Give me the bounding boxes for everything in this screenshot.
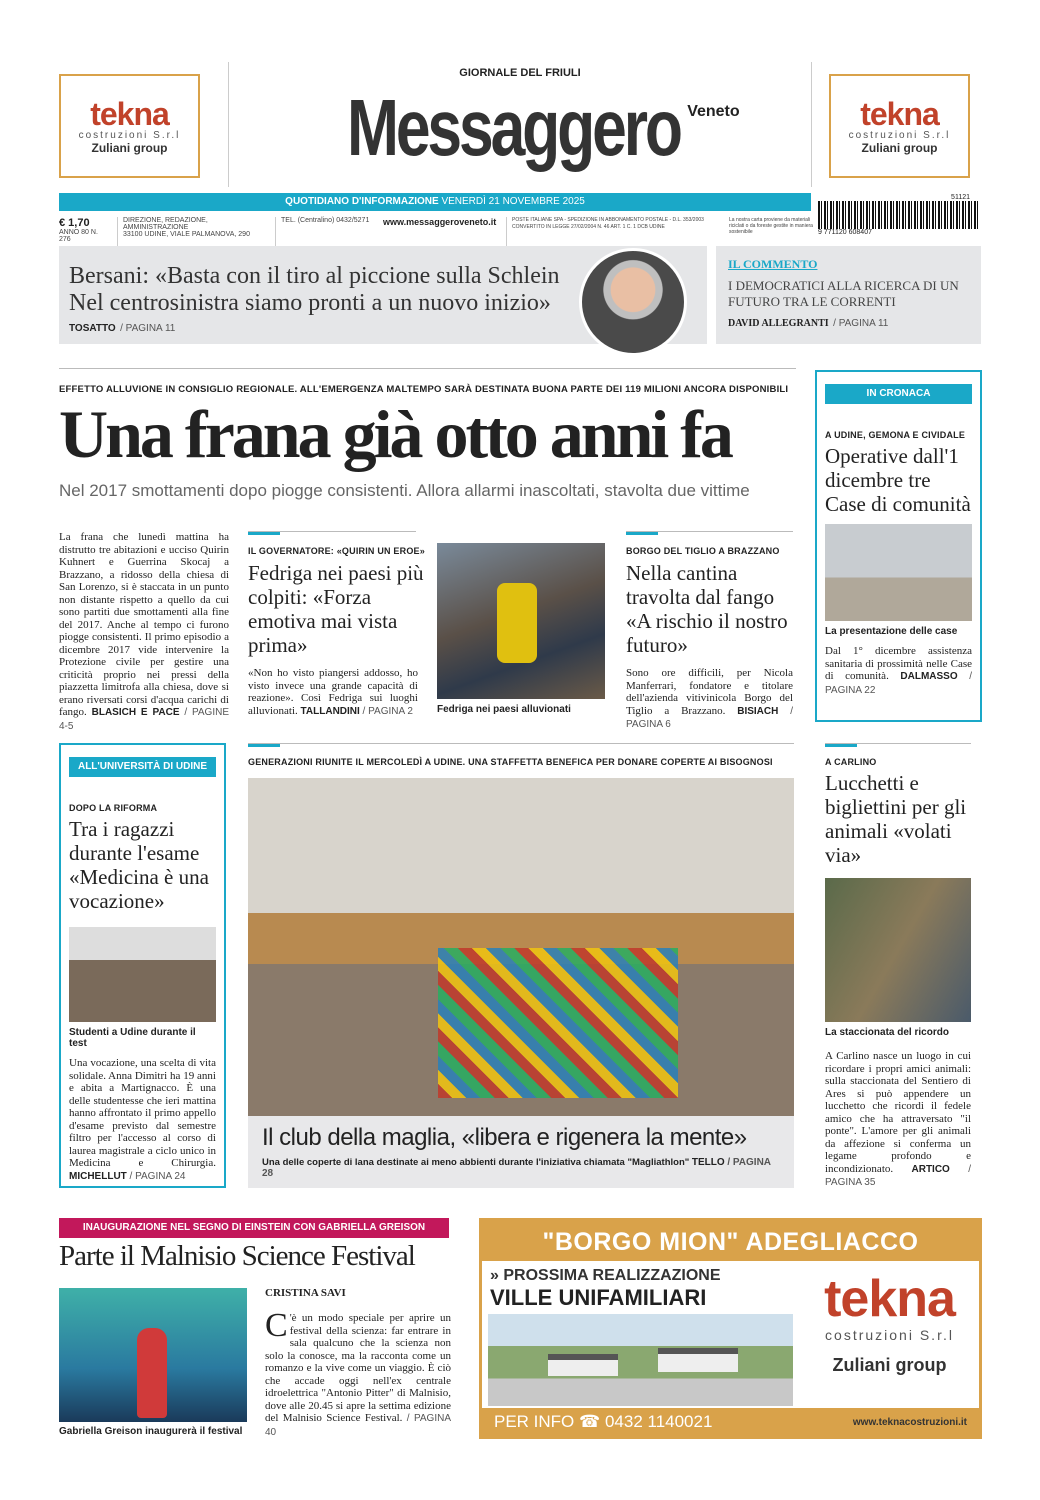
- masthead-title: Messaggero: [347, 83, 681, 172]
- info-row: [59, 217, 819, 247]
- ad-web[interactable]: www.teknacostruzioni.it: [852, 1416, 967, 1428]
- science-bar: INAUGURAZIONE NEL SEGNO DI EINSTEIN CON GABRIELLA GREISON: [59, 1218, 449, 1238]
- tekna-logo: tekna: [90, 95, 169, 132]
- page-ref: / PAGINA 11: [120, 323, 176, 334]
- maglia-photo: [248, 778, 794, 1116]
- cronaca-body: [825, 645, 972, 697]
- masthead: [229, 83, 811, 173]
- ad-sub: costruzioni S.r.l: [78, 129, 181, 141]
- universita-body-text: Una vocazione, una scelta di vita solidale. Anna Dimitri ha 19 anni e abita a Martignacco. È una delle studentesse che ieri mattina hanno affrontato il primo appello d'esame previsto dal semestre filtro per l'accesso al corso di laurea magistrale a ciclo unico in Medicina e Chirurgia.: [69, 1057, 216, 1169]
- dropcap: C: [265, 1307, 288, 1344]
- paper-note: La nostra carta proviene da materiali riciclati o da foreste gestite in maniera sostenibile: [729, 217, 813, 235]
- universita-title: Tra i ragazzi durante l'esame «Medicina è una vocazione»: [69, 817, 209, 913]
- office-2: 33100 UDINE, VIALE PALMANOVA, 290: [123, 231, 250, 238]
- tel: TEL. (Centralino) 0432/5271: [275, 217, 375, 247]
- rule-line: [825, 743, 971, 744]
- science-body: [265, 1307, 451, 1439]
- ad-phone[interactable]: 0432 1140021: [604, 1412, 713, 1431]
- main-kicker: EFFETTO ALLUVIONE IN CONSIGLIO REGIONALE. ALL'EMERGENZA MALTEMPO SARÀ DESTINATA BUONA PARTE DEI 119 MILIONI ANCORA DISPONIBILI: [59, 384, 789, 395]
- ad-render: [488, 1314, 793, 1406]
- bersani-box[interactable]: [59, 246, 707, 344]
- cantina-title[interactable]: Nella cantina travolta dal fango «A rischio il nostro futuro»: [626, 561, 788, 657]
- cronaca-kicker: A UDINE, GEMONA E CIVIDALE: [825, 430, 966, 440]
- bar-text: QUOTIDIANO D'INFORMAZIONE: [285, 196, 439, 207]
- author: DALMASSO: [900, 671, 958, 682]
- page-ref: / PAGINA 40: [265, 1413, 451, 1438]
- bottom-ad[interactable]: [479, 1218, 982, 1439]
- cantina-body: [626, 667, 793, 732]
- author: TALLANDINI: [300, 705, 360, 717]
- tekna-logo: tekna: [824, 1270, 955, 1328]
- barcode-bars: [818, 201, 980, 229]
- page-ref: / PAGINA 28: [262, 1157, 771, 1179]
- house-shape: [548, 1354, 618, 1376]
- maglia-caption: [262, 1157, 780, 1179]
- ad-title: "BORGO MION" ADEGLIACCO: [482, 1221, 979, 1261]
- science-body-text: 'è un modo speciale per aprire un festival della scienza: far entrare in sala qualcuno che la scienza non solo la conosce, ma la racconta come un romanzo e la vive come un viaggio. È ciò che accade oggi nell'ex centrale idroelettrica "Antonio Pitter" di Malnisio, dove alle 20.45 si apre la settima edizione del Malnisio Science Festival.: [265, 1312, 451, 1424]
- carlino-caption: La staccionata del ricordo: [825, 1027, 949, 1038]
- author: TOSATTO: [69, 323, 116, 334]
- ad-line1: » PROSSIMA REALIZZAZIONE: [490, 1267, 721, 1284]
- page-ref: / PAGINE 4-5: [59, 707, 230, 732]
- carlino-photo: [825, 878, 971, 1022]
- author: ARTICO: [911, 1163, 950, 1175]
- ad-group: Zuliani group: [91, 140, 168, 155]
- ad-info: PER INFO: [494, 1412, 575, 1431]
- main-divider: [59, 368, 796, 369]
- main-body: [59, 531, 229, 733]
- carlino-kicker: A CARLINO: [825, 757, 877, 767]
- postal-info: POSTE ITALIANE SPA - SPEDIZIONE IN ABBONAMENTO POSTALE - D.L. 353/2003 CONVERTITO IN LEGGE 27/02/2004 N. 46 ART. 1 C. 1 DCB UDINE: [506, 217, 721, 247]
- cantina-body-text: Sono ore difficili, per Nicola Manferrari, fondatore e titolare dell'azienda vitivinicola Borgo del Tiglio a Brazzano.: [626, 667, 793, 717]
- issue: ANNO 80 N. 276: [59, 229, 98, 243]
- commento-text: I DEMOCRATICI ALLA RICERCA DI UN FUTURO TRA LE CORRENTI: [728, 278, 959, 309]
- bersani-title: Bersani: «Basta con il tiro al piccione sulla Schlein Nel centrosinistra siamo pronti a un nuovo inizio»: [69, 263, 560, 316]
- universita-label: ALL'UNIVERSITÀ DI UDINE: [69, 757, 216, 777]
- price: € 1,70: [59, 217, 90, 229]
- ad-line2: VILLE UNIFAMILIARI: [490, 1285, 707, 1310]
- barcode-number: 9 771120 608407: [818, 229, 872, 236]
- universita-caption: Studenti a Udine durante il test: [69, 1027, 196, 1049]
- ad-sub: costruzioni S.r.l: [825, 1327, 954, 1343]
- page-ref: / PAGINA 35: [825, 1163, 971, 1188]
- rule-line: [248, 743, 794, 744]
- author: MICHELLUT: [69, 1170, 127, 1182]
- rule-line: [626, 531, 793, 532]
- website[interactable]: www.messaggeroveneto.it: [383, 217, 497, 227]
- fedriga-title[interactable]: Fedriga nei paesi più colpiti: «Forza emotiva mai vista prima»: [248, 561, 424, 657]
- universita-photo: [69, 927, 216, 1022]
- fedriga-body: [248, 667, 418, 718]
- author: BLASICH E PACE: [91, 707, 180, 718]
- top-right-ad[interactable]: [829, 74, 970, 178]
- page-ref: / PAGINA 6: [626, 705, 793, 730]
- cronaca-body-text: Dal 1° dicembre assistenza sanitaria di prossimità nelle Case di comunità.: [825, 645, 972, 682]
- maglia-title: Il club della maglia, «libera e rigenera la mente»: [262, 1124, 747, 1151]
- author: DAVID ALLEGRANTI: [728, 318, 829, 329]
- photo-figure: [137, 1328, 167, 1418]
- fedriga-kicker: IL GOVERNATORE: «QUIRIN UN EROE»: [248, 546, 425, 556]
- cronaca-caption: La presentazione delle case: [825, 626, 958, 637]
- ad-sub: costruzioni S.r.l: [848, 129, 951, 141]
- main-headline[interactable]: Una frana già otto anni fa: [59, 396, 731, 472]
- ad-group: Zuliani group: [832, 1355, 947, 1375]
- info-bar: [59, 193, 811, 211]
- page-ref: / PAGINA 24: [129, 1170, 186, 1182]
- house-shape: [658, 1348, 738, 1372]
- barcode: [818, 194, 980, 238]
- rule-line: [248, 531, 416, 532]
- tekna-logo: tekna: [860, 95, 939, 132]
- masthead-area: [228, 62, 812, 187]
- cronaca-title: Operative dall'1 dicembre tre Case di comunità: [825, 444, 971, 516]
- fedriga-photo: [437, 543, 605, 699]
- office-1: DIREZIONE, REDAZIONE, AMMINISTRAZIONE: [123, 217, 208, 231]
- page-ref: / PAGINA 11: [833, 318, 889, 329]
- carlino-body: [825, 1050, 971, 1190]
- universita-body: [69, 1057, 216, 1183]
- main-subheadline: Nel 2017 smottamenti dopo piogge consistenti. Allora allarmi inascoltati, stavolta due vittime: [59, 481, 750, 500]
- maglia-box[interactable]: [248, 778, 794, 1188]
- main-body-text: La frana che lunedì mattina ha distrutto tre abitazioni e ucciso Quirin Kuhnert e Guerrina Skocaj a Brazzano, a ridosso della chiesa di San Lorenzo, si è staccata in un punto non distante rispetto a quello da cui sono partiti due smottamenti alla fine del 2017. Anche al tempo ci furono piogge consistenti. Il primo episodio a dicembre 2017 vide intervenire la Protezione civile per gestire una criticità proprio nei pressi della piazzetta limitrofa alla chiesa, dove si erano riversati corsi d'acqua carichi di fango.: [59, 531, 229, 718]
- cronaca-photo: [825, 524, 972, 621]
- cronaca-box[interactable]: [815, 370, 982, 722]
- masthead-sub: Veneto: [687, 103, 740, 120]
- top-label: GIORNALE DEL FRIULI: [459, 67, 581, 79]
- carlino-title[interactable]: Lucchetti e bigliettini per gli animali «volati via»: [825, 771, 967, 867]
- blanket-shape: [438, 948, 678, 1098]
- fedriga-caption: Fedriga nei paesi alluvionati: [437, 704, 571, 715]
- science-caption: Gabriella Greison inaugurerà il festival: [59, 1426, 243, 1437]
- universita-box[interactable]: [59, 743, 226, 1188]
- commento-box[interactable]: [716, 246, 981, 344]
- ad-group: Zuliani group: [861, 140, 938, 155]
- science-author: CRISTINA SAVI: [265, 1287, 346, 1299]
- bersani-photo: [579, 248, 687, 356]
- photo-figure: [497, 583, 537, 663]
- phone-icon: ☎: [579, 1412, 601, 1431]
- author: TELLO: [691, 1157, 725, 1168]
- science-title[interactable]: Parte il Malnisio Science Festival: [59, 1240, 415, 1272]
- cantina-kicker: BORGO DEL TIGLIO A BRAZZANO: [626, 546, 780, 556]
- universita-kicker: DOPO LA RIFORMA: [69, 803, 158, 813]
- carlino-body-text: A Carlino nasce un luogo in cui ricordare i propri amici animali: sulla staccionata del Sentiero di Ares si può appendere un lucchetto che ricordi il fedele amico che ha attraversato "il ponte". L'amore per gli animali da affezione si conferma un legame profondo e incondizionato.: [825, 1050, 971, 1175]
- commento-label: IL COMMENTO: [728, 257, 818, 271]
- page-ref: / PAGINA 22: [825, 671, 972, 696]
- science-photo: [59, 1288, 247, 1422]
- barcode-top: 51121: [951, 194, 970, 201]
- page-ref: / PAGINA 2: [362, 705, 413, 717]
- bar-date: VENERDÌ 21 NOVEMBRE 2025: [441, 196, 585, 207]
- cronaca-label: IN CRONACA: [825, 384, 972, 404]
- maglia-kicker: GENERAZIONI RIUNITE IL MERCOLEDÌ A UDINE. UNA STAFFETTA BENEFICA PER DONARE COPERTE AI BISOGNOSI: [248, 757, 773, 767]
- maglia-caption-text: Una delle coperte di lana destinate ai meno abbienti durante l'iniziativa chiamata "Magliathlon": [262, 1157, 690, 1168]
- top-left-ad[interactable]: [59, 74, 200, 178]
- author: BISIACH: [737, 705, 779, 717]
- fedriga-body-text: «Non ho visto piangersi addosso, ho visto invece una grande capacità di reazione». Così Fedriga sui luoghi alluvionati.: [248, 667, 418, 717]
